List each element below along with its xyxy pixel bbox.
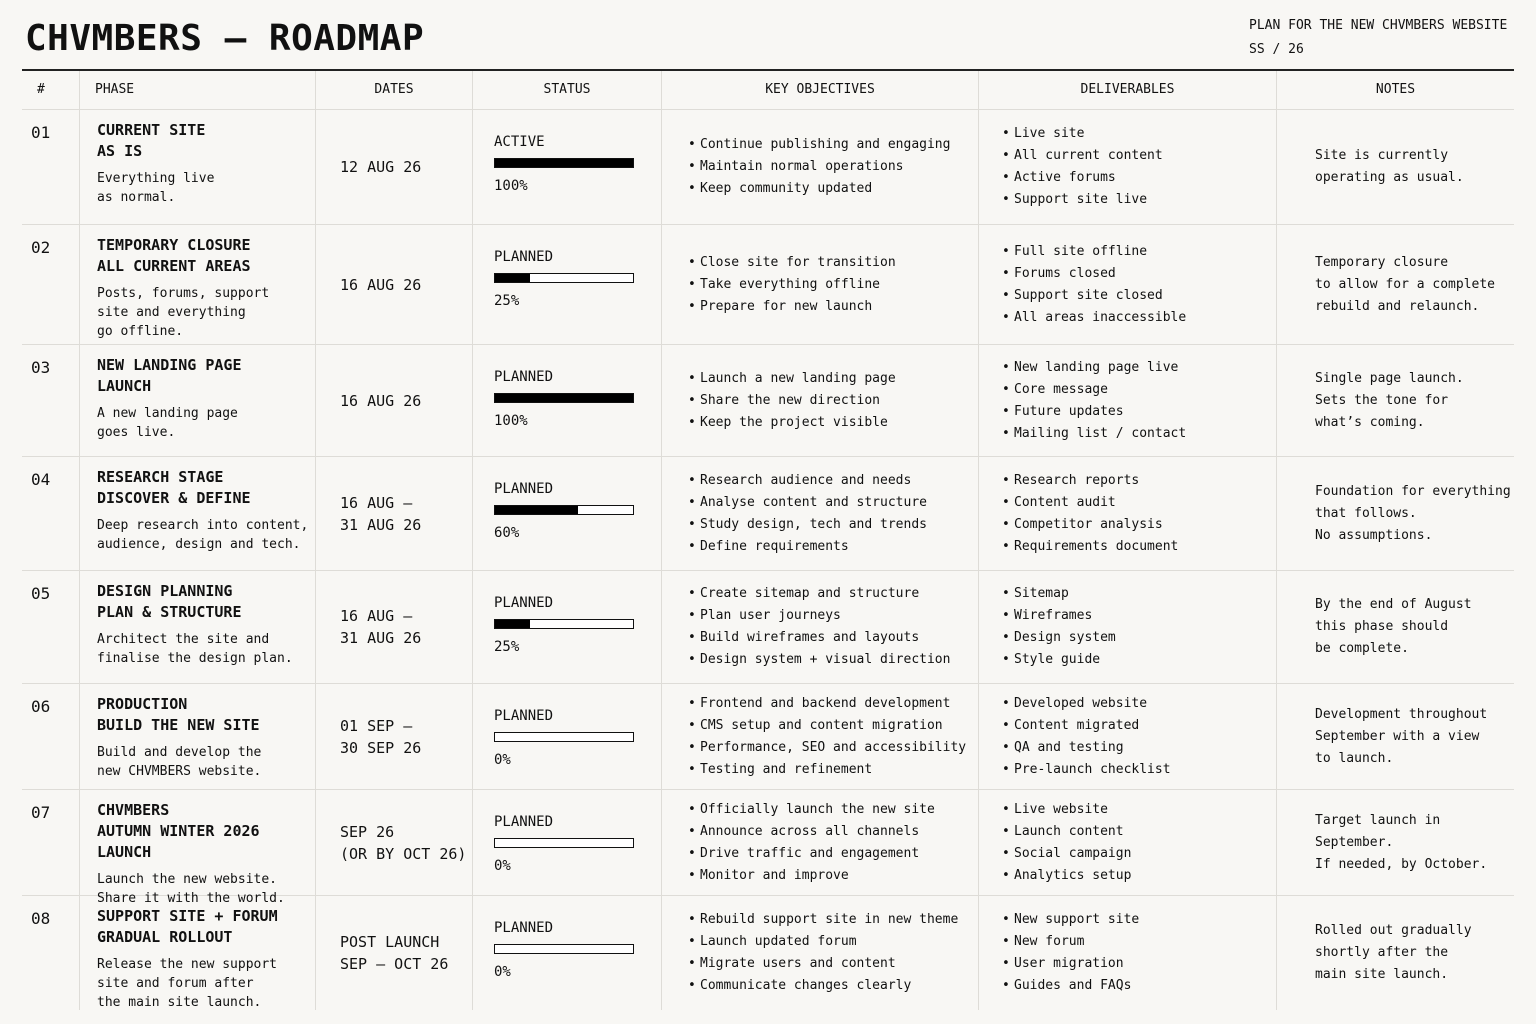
status-cell	[472, 110, 661, 224]
status-cell	[472, 684, 661, 789]
phase-title	[97, 694, 309, 736]
phase-number	[22, 684, 79, 789]
progress-percent: 100%	[494, 413, 528, 429]
deliverable-item: • Support site live	[999, 189, 1163, 211]
phase-title-line: NEW LANDING PAGE	[97, 356, 242, 374]
deliverables-list	[999, 241, 1186, 329]
table-row	[22, 225, 1514, 345]
objective-item: • Frontend and backend development	[685, 693, 966, 715]
phase-description-line: site and forum after	[97, 976, 254, 991]
objective-item: • Migrate users and content	[685, 953, 958, 975]
phase-description	[97, 630, 309, 668]
deliverable-item: • New support site	[999, 909, 1139, 931]
table-row	[22, 684, 1514, 790]
note-line: September.	[1315, 834, 1394, 850]
phase-title	[97, 355, 309, 397]
deliverables-list	[999, 123, 1163, 211]
objective-item: • Monitor and improve	[685, 865, 935, 887]
note-line: Single page launch.	[1315, 370, 1464, 386]
phase-title-line: GRADUAL ROLLOUT	[97, 928, 233, 946]
deliverables-cell	[978, 110, 1276, 224]
dates-cell	[315, 571, 472, 683]
note-line: Target launch in	[1315, 812, 1441, 828]
progress-bar	[494, 838, 634, 848]
deliverables-list	[999, 799, 1131, 887]
dates-cell	[315, 345, 472, 456]
note-line: to allow for a complete	[1315, 276, 1496, 292]
dates-cell	[315, 457, 472, 570]
phase-title-line: LAUNCH	[97, 377, 152, 395]
phase-title	[97, 467, 309, 509]
status-cell	[472, 457, 661, 570]
progress-percent: 0%	[494, 964, 511, 980]
progress-bar	[494, 158, 634, 168]
table-body	[22, 110, 1514, 1010]
objectives-cell	[661, 571, 978, 683]
objective-item: • Testing and refinement	[685, 759, 966, 781]
objectives-cell	[661, 110, 978, 224]
phase-title-line: BUILD THE NEW SITE	[97, 716, 260, 734]
deliverable-item: • All current content	[999, 145, 1163, 167]
date-line: 31 AUG 26	[340, 515, 422, 534]
note-line: Rolled out gradually	[1315, 923, 1472, 938]
status-label: ACTIVE	[494, 134, 545, 150]
table-row	[22, 345, 1514, 457]
phase-dates	[340, 821, 466, 865]
note-line: be complete.	[1315, 641, 1409, 656]
phase-title	[97, 235, 309, 277]
note-line: shortly after the	[1315, 945, 1449, 960]
progress-bar-fill	[495, 159, 633, 167]
deliverable-item: • User migration	[999, 953, 1139, 975]
phase-number-text: 02	[31, 238, 51, 257]
progress-bar-fill	[495, 620, 530, 628]
deliverable-item: • New landing page live	[999, 357, 1186, 379]
document-subtitle	[1249, 14, 1507, 62]
notes-cell	[1276, 896, 1514, 1010]
phase-number	[22, 896, 79, 1010]
phase-number	[22, 790, 79, 895]
status-cell	[472, 896, 661, 1010]
phase-title-line: SUPPORT SITE + FORUM	[97, 907, 278, 925]
phase-cell	[79, 896, 315, 1010]
status-cell	[472, 225, 661, 344]
phase-number-text: 03	[31, 358, 51, 377]
note-line: to launch.	[1315, 750, 1394, 766]
objective-item: • Research audience and needs	[685, 470, 927, 492]
objectives-list	[685, 583, 950, 671]
phase-description-line: the main site launch.	[97, 995, 262, 1010]
deliverables-cell	[978, 896, 1276, 1010]
phase-title	[97, 906, 309, 948]
phase-description	[97, 284, 309, 341]
objective-item: • Officially launch the new site	[685, 799, 935, 821]
progress-percent: 60%	[494, 525, 520, 541]
phase-number	[22, 457, 79, 570]
phase-description-line: site and everything	[97, 305, 246, 320]
deliverable-item: • Future updates	[999, 401, 1186, 423]
phase-number	[22, 571, 79, 683]
deliverables-cell	[978, 345, 1276, 456]
phase-description	[97, 743, 309, 781]
dates-cell	[315, 225, 472, 344]
deliverables-list	[999, 357, 1186, 445]
deliverable-item: • Design system	[999, 627, 1116, 649]
phase-title-line: CURRENT SITE	[97, 121, 206, 139]
progress-percent: 0%	[494, 858, 511, 874]
deliverable-item: • Requirements document	[999, 536, 1178, 558]
status-label: PLANNED	[494, 595, 554, 611]
status-label: PLANNED	[494, 481, 554, 497]
phase-notes	[1315, 704, 1487, 770]
objectives-cell	[661, 684, 978, 789]
objective-item: • Share the new direction	[685, 390, 896, 412]
phase-description	[97, 516, 309, 554]
note-line: September with a view	[1315, 728, 1480, 744]
note-line: If needed, by October.	[1315, 856, 1488, 872]
deliverable-item: • All areas inaccessible	[999, 307, 1186, 329]
phase-dates	[340, 715, 421, 759]
objectives-cell	[661, 457, 978, 570]
deliverable-item: • Launch content	[999, 821, 1131, 843]
date-line: 12 AUG 26	[340, 158, 422, 176]
objective-item: • Plan user journeys	[685, 605, 950, 627]
progress-bar	[494, 505, 634, 515]
phase-description-line: Build and develop the	[97, 745, 262, 760]
phase-title	[97, 120, 309, 162]
dates-cell	[315, 684, 472, 789]
phase-cell	[79, 571, 315, 683]
note-line: Sets the tone for	[1315, 392, 1449, 408]
deliverable-item: • Style guide	[999, 649, 1116, 671]
note-line: No assumptions.	[1315, 527, 1433, 543]
deliverable-item: • Pre-launch checklist	[999, 759, 1171, 781]
phase-description-line: as normal.	[97, 190, 176, 205]
notes-cell	[1276, 345, 1514, 456]
objective-item: • Create sitemap and structure	[685, 583, 950, 605]
phase-dates	[340, 492, 421, 536]
note-line: this phase should	[1315, 619, 1449, 634]
status-label: PLANNED	[494, 369, 554, 385]
phase-notes	[1315, 920, 1472, 986]
objective-item: • Launch a new landing page	[685, 368, 896, 390]
deliverable-item: • Research reports	[999, 470, 1178, 492]
notes-cell	[1276, 110, 1514, 224]
note-line: what’s coming.	[1315, 414, 1425, 430]
deliverable-item: • New forum	[999, 931, 1139, 953]
phase-dates	[340, 274, 421, 296]
objective-item: • Take everything offline	[685, 274, 896, 296]
phase-cell	[79, 345, 315, 456]
progress-percent: 100%	[494, 178, 528, 194]
objective-item: • Maintain normal operations	[685, 156, 950, 178]
dates-cell	[315, 896, 472, 1010]
phase-description-line: go offline.	[97, 324, 184, 339]
date-line: 16 AUG 26	[340, 275, 422, 294]
date-line: 16 AUG 26	[340, 391, 422, 410]
column-header-number: #	[37, 82, 45, 97]
progress-percent: 25%	[494, 293, 520, 309]
column-header-status: STATUS	[472, 71, 661, 109]
deliverable-item: • Content migrated	[999, 715, 1171, 737]
phase-description-line: A new landing page	[97, 406, 238, 421]
column-header-objectives: KEY OBJECTIVES	[661, 71, 978, 109]
phase-number-text: 08	[31, 909, 51, 928]
objective-item: • Close site for transition	[685, 252, 896, 274]
status-cell	[472, 571, 661, 683]
phase-title-line: ALL CURRENT AREAS	[97, 257, 251, 275]
phase-description-line: Share it with the world.	[97, 891, 285, 906]
note-line: operating as usual.	[1315, 170, 1464, 185]
phase-description-line: finalise the design plan.	[97, 651, 293, 666]
phase-description-line: goes live.	[97, 425, 176, 440]
table-header-row	[22, 71, 1514, 110]
date-line: 01 SEP –	[340, 716, 413, 735]
phase-number-text: 05	[31, 584, 51, 603]
note-line: Site is currently	[1315, 148, 1449, 163]
deliverables-cell	[978, 684, 1276, 789]
objective-item: • Design system + visual direction	[685, 649, 950, 671]
phase-notes	[1315, 145, 1464, 189]
note-line: rebuild and relaunch.	[1315, 298, 1480, 314]
deliverables-list	[999, 583, 1116, 671]
phase-description-line: Posts, forums, support	[97, 286, 270, 301]
progress-bar	[494, 619, 634, 629]
phase-description	[97, 169, 309, 207]
progress-percent: 25%	[494, 639, 520, 655]
deliverable-item: • Mailing list / contact	[999, 423, 1186, 445]
deliverable-item: • Active forums	[999, 167, 1163, 189]
note-line: main site launch.	[1315, 967, 1449, 982]
phase-title	[97, 581, 309, 623]
objective-item: • CMS setup and content migration	[685, 715, 966, 737]
objectives-cell	[661, 225, 978, 344]
table-row	[22, 790, 1514, 906]
notes-cell	[1276, 225, 1514, 344]
deliverable-item: • Developed website	[999, 693, 1171, 715]
objective-item: • Keep community updated	[685, 178, 950, 200]
date-line: 16 AUG –	[340, 493, 413, 512]
date-line: (OR BY OCT 26)	[340, 844, 467, 863]
phase-dates	[340, 931, 448, 975]
phase-notes	[1315, 810, 1487, 876]
objectives-list	[685, 799, 935, 887]
status-cell	[472, 345, 661, 456]
objective-item: • Rebuild support site in new theme	[685, 909, 958, 931]
phase-title-line: TEMPORARY CLOSURE	[97, 236, 251, 254]
progress-bar	[494, 393, 634, 403]
phase-description-line: new CHVMBERS website.	[97, 764, 262, 779]
dates-cell	[315, 110, 472, 224]
progress-bar	[494, 273, 634, 283]
progress-bar-fill	[495, 506, 578, 514]
deliverable-item: • Support site closed	[999, 285, 1186, 307]
progress-percent: 0%	[494, 752, 511, 768]
phase-title-line: AS IS	[97, 142, 143, 160]
phase-description	[97, 955, 309, 1012]
phase-notes	[1315, 368, 1464, 434]
phase-dates	[340, 156, 421, 178]
objectives-cell	[661, 345, 978, 456]
phase-number-text: 01	[31, 123, 51, 142]
phase-description-line: Release the new support	[97, 957, 278, 972]
status-label: PLANNED	[494, 249, 554, 265]
notes-cell	[1276, 684, 1514, 789]
objective-item: • Build wireframes and layouts	[685, 627, 950, 649]
phase-number	[22, 345, 79, 456]
objectives-list	[685, 368, 896, 434]
objectives-list	[685, 693, 966, 781]
note-line: Temporary closure	[1315, 254, 1449, 270]
progress-bar-fill	[495, 274, 530, 282]
deliverables-cell	[978, 790, 1276, 895]
deliverables-cell	[978, 571, 1276, 683]
objective-item: • Keep the project visible	[685, 412, 896, 434]
table-row	[22, 457, 1514, 571]
column-header-dates: DATES	[315, 71, 472, 109]
note-line: Development throughout	[1315, 706, 1488, 722]
column-header-phase: PHASE	[79, 71, 315, 109]
date-line: SEP – OCT 26	[340, 955, 449, 973]
dates-cell	[315, 790, 472, 895]
phase-cell	[79, 225, 315, 344]
season-code: SS / 26	[1249, 42, 1304, 57]
table-row	[22, 110, 1514, 225]
deliverable-item: • Wireframes	[999, 605, 1116, 627]
date-line: 16 AUG –	[340, 607, 413, 625]
progress-bar	[494, 944, 634, 954]
progress-bar-fill	[495, 394, 633, 402]
phase-title-line: PLAN & STRUCTURE	[97, 603, 242, 621]
deliverables-list	[999, 470, 1178, 558]
objective-item: • Analyse content and structure	[685, 492, 927, 514]
deliverable-item: • QA and testing	[999, 737, 1171, 759]
deliverable-item: • Social campaign	[999, 843, 1131, 865]
status-label: PLANNED	[494, 708, 554, 724]
page-title: CHVMBERS – ROADMAP	[25, 18, 425, 59]
date-line: POST LAUNCH	[340, 933, 440, 951]
phase-title-line: DISCOVER & DEFINE	[97, 489, 251, 507]
notes-cell	[1276, 457, 1514, 570]
deliverable-item: • Full site offline	[999, 241, 1186, 263]
date-line: SEP 26	[340, 822, 395, 841]
objective-item: • Study design, tech and trends	[685, 514, 927, 536]
phase-title-line: PRODUCTION	[97, 695, 188, 713]
phase-description-line: audience, design and tech.	[97, 537, 301, 552]
objective-item: • Announce across all channels	[685, 821, 935, 843]
phase-number	[22, 110, 79, 224]
phase-title-line: AUTUMN WINTER 2026 LAUNCH	[97, 822, 260, 861]
phase-title-line: DESIGN PLANNING	[97, 582, 233, 600]
phase-number-text: 04	[31, 470, 51, 489]
table-row	[22, 571, 1514, 684]
phase-title-line: CHVMBERS	[97, 801, 170, 819]
column-header-notes: NOTES	[1276, 71, 1514, 109]
phase-notes	[1315, 594, 1472, 660]
deliverables-list	[999, 909, 1139, 997]
status-label: PLANNED	[494, 814, 554, 830]
phase-number-text: 06	[31, 697, 51, 716]
deliverables-list	[999, 693, 1171, 781]
subtitle-line: PLAN FOR THE NEW CHVMBERS WEBSITE	[1249, 18, 1508, 33]
objective-item: • Prepare for new launch	[685, 296, 896, 318]
phase-description-line: Everything live	[97, 171, 215, 186]
phase-description-line: Architect the site and	[97, 632, 270, 647]
phase-description-line: Deep research into content,	[97, 518, 309, 533]
deliverable-item: • Forums closed	[999, 263, 1186, 285]
objective-item: • Define requirements	[685, 536, 927, 558]
phase-number	[22, 225, 79, 344]
objectives-cell	[661, 896, 978, 1010]
phase-notes	[1315, 481, 1511, 547]
phase-notes	[1315, 252, 1495, 318]
notes-cell	[1276, 790, 1514, 895]
deliverable-item: • Sitemap	[999, 583, 1116, 605]
objective-item: • Performance, SEO and accessibility	[685, 737, 966, 759]
objectives-list	[685, 470, 927, 558]
column-header-deliverables: DELIVERABLES	[978, 71, 1276, 109]
deliverable-item: • Core message	[999, 379, 1186, 401]
deliverable-item: • Competitor analysis	[999, 514, 1178, 536]
deliverable-item: • Guides and FAQs	[999, 975, 1139, 997]
deliverable-item: • Analytics setup	[999, 865, 1131, 887]
notes-cell	[1276, 571, 1514, 683]
status-cell	[472, 790, 661, 895]
note-line: By the end of August	[1315, 597, 1472, 612]
objectives-list	[685, 134, 950, 200]
deliverable-item: • Content audit	[999, 492, 1178, 514]
phase-title-line: RESEARCH STAGE	[97, 468, 224, 486]
roadmap-table	[22, 71, 1514, 1010]
phase-dates	[340, 605, 421, 649]
deliverables-cell	[978, 457, 1276, 570]
phase-description-line: Launch the new website.	[97, 872, 278, 887]
phase-cell	[79, 110, 315, 224]
objectives-list	[685, 909, 958, 997]
deliverable-item: • Live website	[999, 799, 1131, 821]
progress-bar	[494, 732, 634, 742]
note-line: Foundation for everything	[1315, 483, 1511, 499]
date-line: 31 AUG 26	[340, 629, 422, 647]
status-label: PLANNED	[494, 920, 554, 936]
objectives-list	[685, 252, 896, 318]
phase-dates	[340, 390, 421, 412]
phase-cell	[79, 457, 315, 570]
phase-cell	[79, 790, 315, 906]
objective-item: • Communicate changes clearly	[685, 975, 958, 997]
objectives-cell	[661, 790, 978, 895]
note-line: that follows.	[1315, 505, 1417, 521]
date-line: 30 SEP 26	[340, 738, 422, 757]
objective-item: • Drive traffic and engagement	[685, 843, 935, 865]
table-row	[22, 896, 1514, 1010]
objective-item: • Continue publishing and engaging	[685, 134, 950, 156]
phase-title	[97, 800, 309, 863]
deliverables-cell	[978, 225, 1276, 344]
phase-cell	[79, 684, 315, 789]
phase-description	[97, 404, 309, 442]
deliverable-item: • Live site	[999, 123, 1163, 145]
phase-number-text: 07	[31, 803, 51, 822]
objective-item: • Launch updated forum	[685, 931, 958, 953]
